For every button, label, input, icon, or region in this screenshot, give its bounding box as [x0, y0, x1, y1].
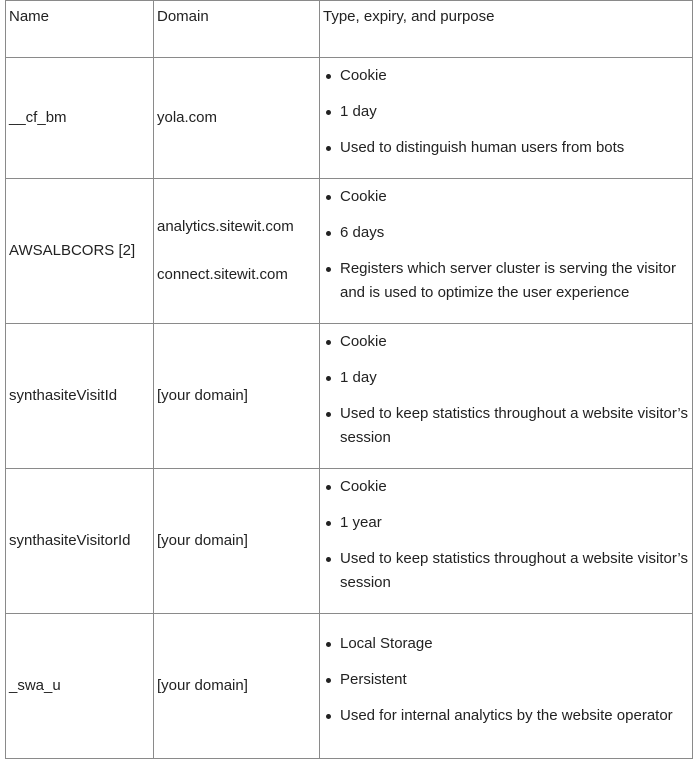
list-item: Cookie	[323, 185, 692, 209]
cookie-domain	[154, 179, 320, 324]
domain-text: [your domain]	[157, 532, 248, 549]
table-row	[6, 614, 693, 759]
cookie-domain	[154, 324, 320, 469]
list-item: Registers which server cluster is serving the visitor and is used to optimize the user experience	[323, 257, 692, 305]
header-name: Name	[6, 1, 154, 58]
table-row	[6, 58, 693, 179]
cookie-name: __cf_bm	[6, 58, 154, 179]
cookie-name: _swa_u	[6, 614, 154, 759]
header-row	[6, 1, 693, 58]
table-row	[6, 324, 693, 469]
cookie-type-cell	[320, 324, 693, 469]
cookie-type-cell	[320, 614, 693, 759]
cookie-name: synthasiteVisitorId	[6, 469, 154, 614]
header-type-expiry-purpose: Type, expiry, and purpose	[320, 1, 693, 58]
list-item: Used to keep statistics throughout a website visitor’s session	[323, 547, 692, 595]
list-item: Cookie	[323, 475, 692, 499]
list-item: Used for internal analytics by the website operator	[323, 704, 692, 728]
cookie-type-cell	[320, 469, 693, 614]
list-item: Used to keep statistics throughout a website visitor’s session	[323, 402, 692, 450]
cookie-table	[5, 0, 693, 759]
domain-text: connect.sitewit.com	[157, 266, 288, 283]
purpose-list	[323, 330, 692, 450]
list-item: Persistent	[323, 668, 692, 692]
cookie-type-cell	[320, 179, 693, 324]
list-item: Cookie	[323, 64, 692, 88]
domain-text: [your domain]	[157, 677, 248, 694]
cookie-domain	[154, 614, 320, 759]
list-item: Cookie	[323, 330, 692, 354]
list-item: Used to distinguish human users from bots	[323, 136, 692, 160]
list-item: 1 day	[323, 100, 692, 124]
header-domain: Domain	[154, 1, 320, 58]
cookie-name: synthasiteVisitId	[6, 324, 154, 469]
table-row	[6, 469, 693, 614]
list-item: 6 days	[323, 221, 692, 245]
cookie-domain	[154, 469, 320, 614]
list-item: 1 day	[323, 366, 692, 390]
purpose-list	[323, 64, 692, 160]
cookie-name: AWSALBCORS [2]	[6, 179, 154, 324]
cookie-domain	[154, 58, 320, 179]
purpose-list	[323, 632, 692, 728]
purpose-list	[323, 185, 692, 305]
list-item: Local Storage	[323, 632, 692, 656]
domain-text: analytics.sitewit.com	[157, 218, 294, 235]
domain-text: yola.com	[157, 109, 218, 126]
list-item: 1 year	[323, 511, 692, 535]
table-row	[6, 179, 693, 324]
cookie-type-cell	[320, 58, 693, 179]
purpose-list	[323, 475, 692, 595]
domain-text: [your domain]	[157, 387, 248, 404]
